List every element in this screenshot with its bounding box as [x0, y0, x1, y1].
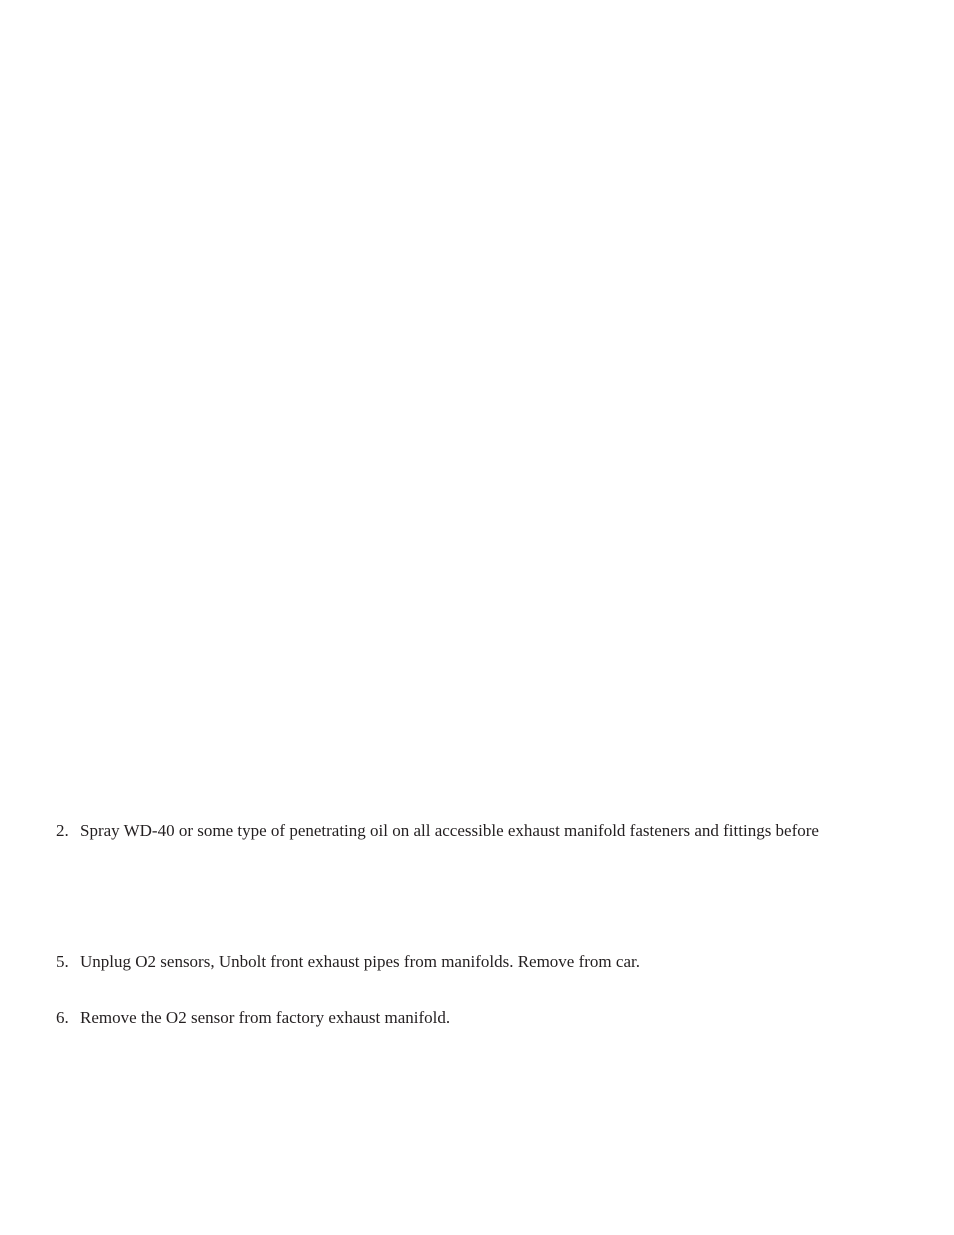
step-number: 2.: [56, 821, 69, 840]
step-number: 5.: [56, 952, 69, 971]
list-item: [56, 1008, 450, 1028]
list-item: [56, 821, 819, 841]
step-text: Spray WD-40 or some type of penetrating oil on all accessible exhaust manifold fasteners and fittings before: [80, 821, 819, 840]
list-item: [56, 952, 640, 972]
step-text: Remove the O2 sensor from factory exhaust manifold.: [80, 1008, 451, 1027]
step-number: 6.: [56, 1008, 69, 1027]
step-text: Unplug O2 sensors, Unbolt front exhaust pipes from manifolds. Remove from car.: [80, 952, 640, 971]
